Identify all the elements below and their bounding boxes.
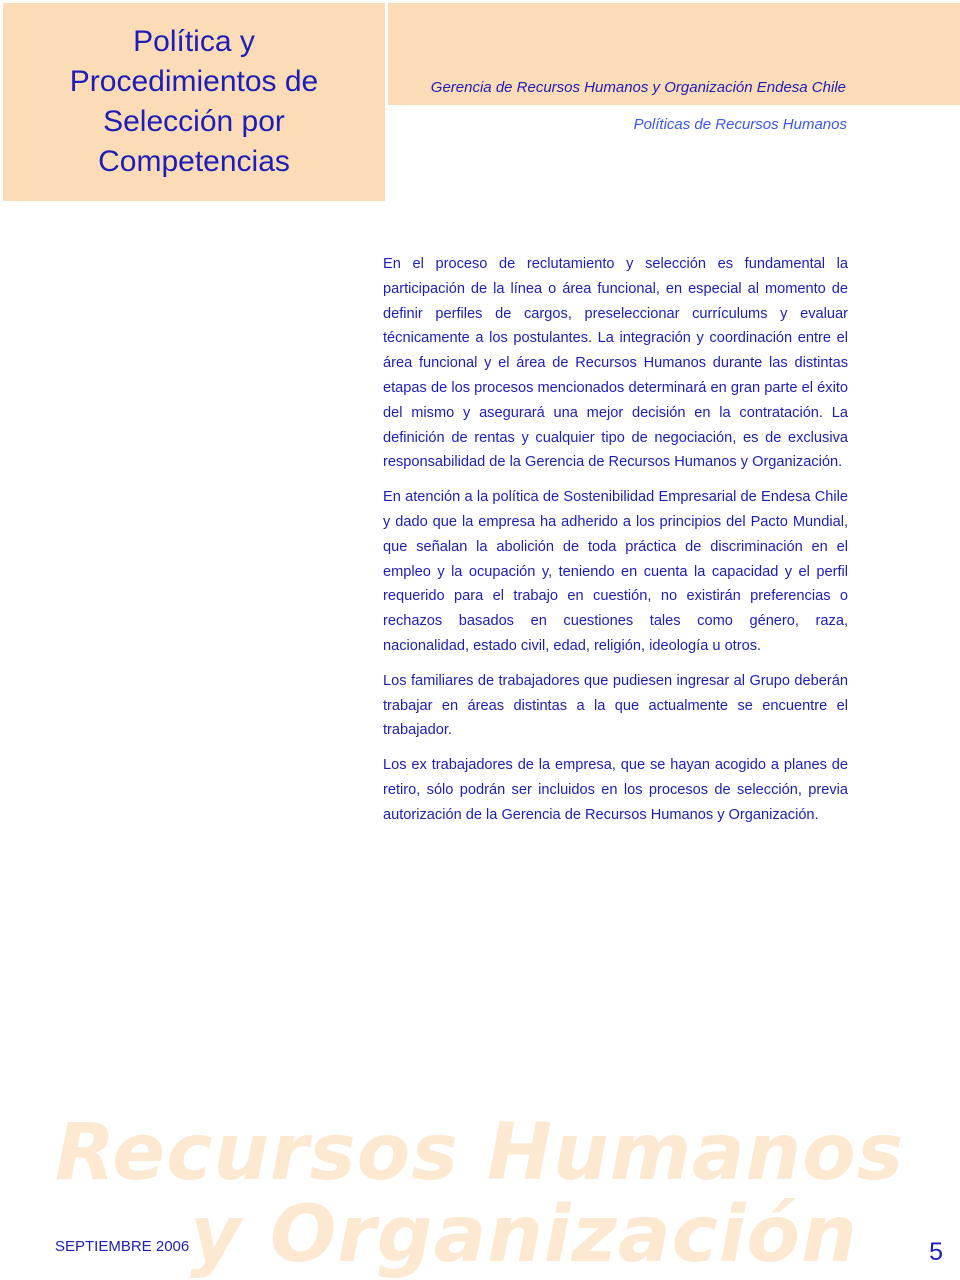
paragraph-4: Los ex trabajadores de la empresa, que se hayan acogido a planes de retiro, sólo podrán ser incluidos en los procesos de selección, previa autorización de la Gerencia de Recursos Humanos y Organización. <box>383 757 848 823</box>
title-line-3: Selección por <box>103 105 285 138</box>
paragraph-2: En atención a la política de Sostenibilidad Empresarial de Endesa Chile y dado que la empresa ha adherido a los principios del Pacto Mundial, que señalan la abolición de toda práctica de discriminación en el empleo y la ocupación y, teniendo en cuenta la capacidad y el perfil requerido para el trabajo en cuestión, no existirán preferencias o rechazos basados en cuestiones tales como género, raza, nacionalidad, estado civil, edad, religión, ideología u otros. <box>383 489 848 654</box>
watermark-line-2: y Organización <box>190 1190 858 1280</box>
title-line-1: Política y <box>133 25 255 58</box>
paragraph-1: En el proceso de reclutamiento y selección es fundamental la participación de la línea o área funcional, en especial al momento de definir perfiles de cargos, preseleccionar currículums y evaluar técnicamente a los postulantes. La integración y coordinación entre el área funcional y el área de Recursos Humanos durante las distintas etapas de los procesos mencionados determinará en gran parte el éxito del mismo y asegurará una mejor decisión en la contratación. La definición de rentas y cualquier tipo de negociación, es de exclusiva responsabilidad de la Gerencia de Recursos Humanos y Organización. <box>383 256 848 471</box>
title-line-4: Competencias <box>98 145 290 178</box>
title-block <box>3 3 385 201</box>
page-number: 5 <box>929 1238 943 1266</box>
watermark-line-1: Recursos Humanos <box>55 1108 905 1198</box>
paragraph-3: Los familiares de trabajadores que pudiesen ingresar al Grupo deberán trabajar en áreas distintas a la que actualmente se encuentre el trabajador. <box>383 672 848 739</box>
title-line-2: Procedimientos de <box>69 65 319 98</box>
footer-date: SEPTIEMBRE 2006 <box>55 1238 190 1255</box>
body-text <box>383 252 848 838</box>
section-name: Políticas de Recursos Humanos <box>633 116 847 133</box>
department-name: Gerencia de Recursos Humanos y Organización Endesa Chile <box>430 79 846 96</box>
